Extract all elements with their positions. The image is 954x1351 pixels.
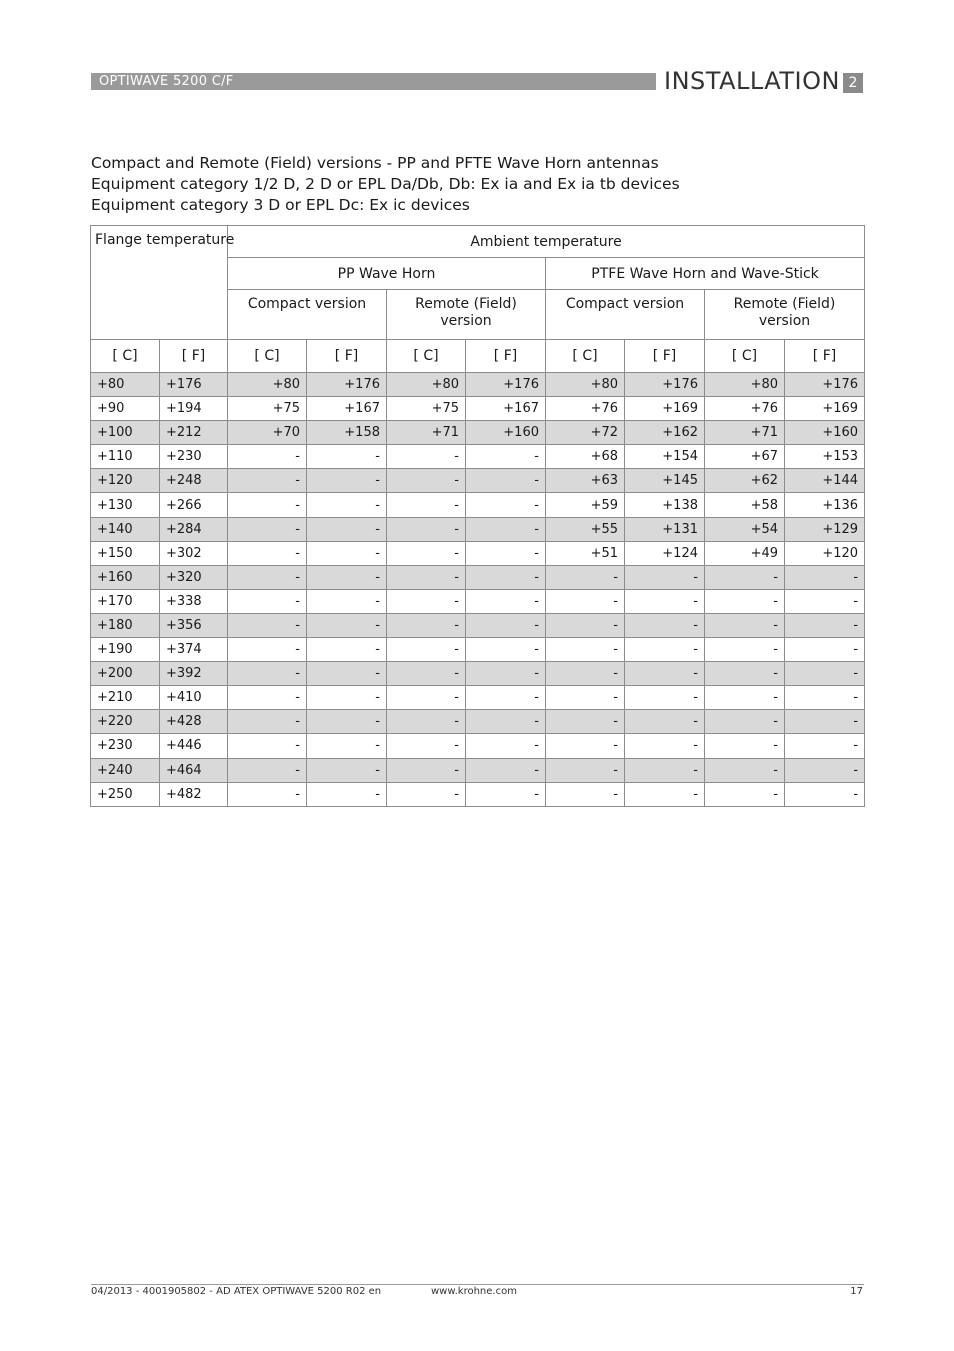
ambient-temp-cell: - <box>466 493 546 517</box>
ambient-temp-cell: - <box>546 686 625 710</box>
ambient-temp-cell: - <box>466 782 546 806</box>
ambient-temp-cell: - <box>625 662 705 686</box>
ambient-temp-cell: - <box>466 758 546 782</box>
footer-rule <box>91 1284 864 1285</box>
temperature-table <box>90 225 865 807</box>
flange-temp-cell: +140 <box>91 517 160 541</box>
ambient-temp-cell: +67 <box>705 445 785 469</box>
table-row <box>91 565 865 589</box>
ambient-temp-cell: +158 <box>307 421 387 445</box>
ambient-temp-cell: +160 <box>785 421 865 445</box>
unit-f-header: [ F] <box>307 340 387 373</box>
ambient-temp-cell: +80 <box>387 373 466 397</box>
ambient-temp-cell: +176 <box>466 373 546 397</box>
ambient-temp-cell: - <box>387 589 466 613</box>
ambient-temp-cell: - <box>546 589 625 613</box>
ambient-temp-cell: - <box>307 589 387 613</box>
flange-temp-cell: +212 <box>160 421 228 445</box>
ambient-temp-cell: - <box>625 686 705 710</box>
ambient-temp-cell: +49 <box>705 541 785 565</box>
flange-temp-cell: +446 <box>160 734 228 758</box>
ambient-temp-cell: +55 <box>546 517 625 541</box>
table-row <box>91 541 865 565</box>
ambient-temp-cell: +176 <box>785 373 865 397</box>
ambient-temp-cell: - <box>705 686 785 710</box>
ambient-temp-cell: +124 <box>625 541 705 565</box>
table-row <box>91 782 865 806</box>
ambient-temp-cell: - <box>307 662 387 686</box>
ambient-temp-cell: - <box>228 565 307 589</box>
flange-temp-cell: +200 <box>91 662 160 686</box>
ambient-temp-cell: +176 <box>625 373 705 397</box>
ambient-temp-cell: - <box>228 710 307 734</box>
ambient-temp-cell: - <box>387 613 466 637</box>
table-row <box>91 421 865 445</box>
ambient-temp-cell: - <box>228 686 307 710</box>
table-row <box>91 758 865 782</box>
flange-temp-cell: +130 <box>91 493 160 517</box>
ambient-temp-cell: +68 <box>546 445 625 469</box>
ambient-temp-cell: - <box>705 734 785 758</box>
ambient-temp-cell: - <box>546 782 625 806</box>
ambient-temp-cell: - <box>387 517 466 541</box>
ambient-temp-cell: - <box>307 686 387 710</box>
ambient-temp-cell: - <box>228 493 307 517</box>
ambient-temp-cell: - <box>466 734 546 758</box>
flange-temp-cell: +100 <box>91 421 160 445</box>
flange-temp-cell: +374 <box>160 638 228 662</box>
header-product-name: OPTIWAVE 5200 C/F <box>99 74 234 89</box>
ambient-temp-cell: +169 <box>625 397 705 421</box>
ambient-temp-cell: - <box>466 638 546 662</box>
footer-website-link[interactable]: www.krohne.com <box>431 1286 517 1297</box>
ambient-temp-cell: +58 <box>705 493 785 517</box>
ambient-temp-cell: +131 <box>625 517 705 541</box>
ambient-temp-cell: +63 <box>546 469 625 493</box>
table-body <box>91 373 865 807</box>
ambient-temp-cell: - <box>307 445 387 469</box>
ambient-temp-cell: - <box>466 469 546 493</box>
flange-temp-cell: +176 <box>160 373 228 397</box>
table-row <box>91 613 865 637</box>
ambient-temp-cell: - <box>228 638 307 662</box>
ambient-temp-cell: +80 <box>546 373 625 397</box>
ambient-temp-cell: +129 <box>785 517 865 541</box>
ambient-temp-cell: - <box>785 565 865 589</box>
unit-f-header: [ F] <box>160 340 228 373</box>
ambient-temp-cell: - <box>625 638 705 662</box>
ambient-temp-cell: - <box>546 565 625 589</box>
ambient-temp-cell: +59 <box>546 493 625 517</box>
ambient-temp-cell: - <box>228 662 307 686</box>
ambient-temp-cell: +71 <box>387 421 466 445</box>
header-section-title: INSTALLATION <box>664 67 840 95</box>
flange-temp-cell: +90 <box>91 397 160 421</box>
flange-temp-cell: +250 <box>91 782 160 806</box>
caption-line-2: Equipment category 1/2 D, 2 D or EPL Da/Db, Db: Ex ia and Ex ia tb devices <box>91 175 680 193</box>
table-row <box>91 662 865 686</box>
table-row <box>91 493 865 517</box>
flange-temp-cell: +170 <box>91 589 160 613</box>
ambient-temp-cell: - <box>307 758 387 782</box>
table-caption <box>91 153 680 216</box>
flange-temp-cell: +160 <box>91 565 160 589</box>
ambient-temp-cell: - <box>466 541 546 565</box>
ambient-temp-cell: - <box>546 758 625 782</box>
flange-temp-cell: +150 <box>91 541 160 565</box>
ambient-temp-cell: +76 <box>546 397 625 421</box>
ambient-temp-cell: - <box>785 613 865 637</box>
ambient-temp-cell: - <box>625 758 705 782</box>
ambient-temp-cell: - <box>785 638 865 662</box>
flange-temp-cell: +428 <box>160 710 228 734</box>
ambient-temp-cell: - <box>625 734 705 758</box>
ambient-temp-cell: +70 <box>228 421 307 445</box>
table-row <box>91 734 865 758</box>
caption-line-3: Equipment category 3 D or EPL Dc: Ex ic devices <box>91 196 470 214</box>
ambient-temp-cell: - <box>307 782 387 806</box>
ambient-temp-cell: - <box>625 613 705 637</box>
flange-temp-cell: +230 <box>91 734 160 758</box>
ambient-temp-cell: - <box>705 589 785 613</box>
ambient-temp-cell: - <box>387 782 466 806</box>
unit-c-header: [ C] <box>705 340 785 373</box>
page-number: 17 <box>850 1286 863 1297</box>
flange-temp-cell: +464 <box>160 758 228 782</box>
ambient-temp-cell: - <box>387 638 466 662</box>
ambient-temp-cell: - <box>625 782 705 806</box>
ambient-temp-cell: +51 <box>546 541 625 565</box>
unit-c-header: [ C] <box>546 340 625 373</box>
flange-temperature-header: Flange temperature <box>91 226 228 340</box>
unit-c-header: [ C] <box>387 340 466 373</box>
ambient-temp-cell: - <box>307 734 387 758</box>
caption-line-1: Compact and Remote (Field) versions - PP and PFTE Wave Horn antennas <box>91 154 659 172</box>
ambient-temp-cell: - <box>705 613 785 637</box>
ambient-temp-cell: - <box>705 565 785 589</box>
ambient-temp-cell: +176 <box>307 373 387 397</box>
table-row <box>91 397 865 421</box>
ambient-temp-cell: - <box>466 445 546 469</box>
table-row <box>91 469 865 493</box>
ambient-temp-cell: - <box>387 565 466 589</box>
ambient-temp-cell: - <box>387 493 466 517</box>
ambient-temp-cell: - <box>228 517 307 541</box>
ambient-temp-cell: - <box>387 734 466 758</box>
ambient-temp-cell: - <box>546 734 625 758</box>
ambient-temp-cell: +75 <box>387 397 466 421</box>
unit-f-header: [ F] <box>466 340 546 373</box>
ambient-temp-cell: +75 <box>228 397 307 421</box>
ambient-temp-cell: - <box>785 758 865 782</box>
ambient-temp-cell: +80 <box>228 373 307 397</box>
ambient-temp-cell: - <box>387 710 466 734</box>
ambient-temp-cell: - <box>307 613 387 637</box>
ambient-temp-cell: - <box>228 445 307 469</box>
flange-temp-cell: +110 <box>91 445 160 469</box>
ambient-temp-cell: - <box>387 662 466 686</box>
ambient-temp-cell: - <box>228 469 307 493</box>
ambient-temp-cell: - <box>307 565 387 589</box>
ambient-temp-cell: - <box>785 782 865 806</box>
flange-temp-cell: +220 <box>91 710 160 734</box>
ambient-temp-cell: - <box>705 710 785 734</box>
ambient-temperature-header: Ambient temperature <box>228 226 865 258</box>
ambient-temp-cell: +54 <box>705 517 785 541</box>
ambient-temp-cell: +160 <box>466 421 546 445</box>
ptfe-remote-header: Remote (Field) version <box>705 290 865 340</box>
ambient-temp-cell: - <box>387 686 466 710</box>
unit-c-header: [ C] <box>228 340 307 373</box>
ambient-temp-cell: +138 <box>625 493 705 517</box>
ambient-temp-cell: - <box>625 589 705 613</box>
ambient-temp-cell: - <box>705 758 785 782</box>
ambient-temp-cell: - <box>705 638 785 662</box>
table-row <box>91 638 865 662</box>
flange-temp-cell: +356 <box>160 613 228 637</box>
ambient-temp-cell: - <box>466 710 546 734</box>
unit-f-header: [ F] <box>625 340 705 373</box>
flange-temp-cell: +302 <box>160 541 228 565</box>
ambient-temp-cell: - <box>785 589 865 613</box>
flange-temp-cell: +248 <box>160 469 228 493</box>
chapter-badge: 2 <box>843 73 863 93</box>
pp-wave-horn-header: PP Wave Horn <box>228 258 546 290</box>
ambient-temp-cell: - <box>387 469 466 493</box>
ptfe-wave-horn-header: PTFE Wave Horn and Wave-Stick <box>546 258 865 290</box>
ambient-temp-cell: +71 <box>705 421 785 445</box>
ambient-temp-cell: +120 <box>785 541 865 565</box>
flange-temp-cell: +410 <box>160 686 228 710</box>
ambient-temp-cell: - <box>785 686 865 710</box>
ambient-temp-cell: - <box>387 541 466 565</box>
ambient-temp-cell: - <box>705 662 785 686</box>
unit-f-header: [ F] <box>785 340 865 373</box>
ambient-temp-cell: - <box>307 710 387 734</box>
flange-temp-cell: +194 <box>160 397 228 421</box>
flange-temp-cell: +210 <box>91 686 160 710</box>
ambient-temp-cell: - <box>228 782 307 806</box>
flange-temp-cell: +320 <box>160 565 228 589</box>
flange-temp-cell: +266 <box>160 493 228 517</box>
ambient-temp-cell: - <box>546 662 625 686</box>
flange-temp-cell: +80 <box>91 373 160 397</box>
flange-temp-cell: +230 <box>160 445 228 469</box>
ambient-temp-cell: +162 <box>625 421 705 445</box>
ambient-temp-cell: +144 <box>785 469 865 493</box>
flange-temp-cell: +190 <box>91 638 160 662</box>
ambient-temp-cell: - <box>307 469 387 493</box>
flange-temp-cell: +482 <box>160 782 228 806</box>
table-row <box>91 686 865 710</box>
ambient-temp-cell: - <box>466 686 546 710</box>
pp-remote-header: Remote (Field) version <box>387 290 546 340</box>
ambient-temp-cell: - <box>625 565 705 589</box>
pp-compact-header: Compact version <box>228 290 387 340</box>
table-row <box>91 373 865 397</box>
table-row <box>91 517 865 541</box>
ambient-temp-cell: - <box>228 613 307 637</box>
flange-temp-cell: +240 <box>91 758 160 782</box>
ambient-temp-cell: - <box>228 734 307 758</box>
ambient-temp-cell: +167 <box>466 397 546 421</box>
ambient-temp-cell: - <box>466 517 546 541</box>
ambient-temp-cell: - <box>546 613 625 637</box>
ambient-temp-cell: +145 <box>625 469 705 493</box>
ambient-temp-cell: - <box>625 710 705 734</box>
ambient-temp-cell: +80 <box>705 373 785 397</box>
ambient-temp-cell: - <box>387 758 466 782</box>
ambient-temp-cell: - <box>466 662 546 686</box>
ambient-temp-cell: - <box>546 638 625 662</box>
ambient-temp-cell: - <box>546 710 625 734</box>
ambient-temp-cell: - <box>228 541 307 565</box>
ptfe-compact-header: Compact version <box>546 290 705 340</box>
flange-temp-cell: +120 <box>91 469 160 493</box>
ambient-temp-cell: - <box>307 541 387 565</box>
ambient-temp-cell: - <box>705 782 785 806</box>
table-row <box>91 589 865 613</box>
ambient-temp-cell: - <box>228 589 307 613</box>
flange-temp-cell: +392 <box>160 662 228 686</box>
ambient-temp-cell: +153 <box>785 445 865 469</box>
ambient-temp-cell: +136 <box>785 493 865 517</box>
flange-temp-cell: +284 <box>160 517 228 541</box>
ambient-temp-cell: - <box>307 517 387 541</box>
ambient-temp-cell: +72 <box>546 421 625 445</box>
ambient-temp-cell: - <box>387 445 466 469</box>
ambient-temp-cell: +154 <box>625 445 705 469</box>
ambient-temp-cell: - <box>307 493 387 517</box>
ambient-temp-cell: +62 <box>705 469 785 493</box>
unit-c-header: [ C] <box>91 340 160 373</box>
ambient-temp-cell: - <box>228 758 307 782</box>
ambient-temp-cell: +169 <box>785 397 865 421</box>
ambient-temp-cell: +167 <box>307 397 387 421</box>
ambient-temp-cell: +76 <box>705 397 785 421</box>
flange-temp-cell: +338 <box>160 589 228 613</box>
ambient-temp-cell: - <box>785 710 865 734</box>
table-row <box>91 445 865 469</box>
ambient-temp-cell: - <box>307 638 387 662</box>
ambient-temp-cell: - <box>466 565 546 589</box>
footer-document-reference: 04/2013 - 4001905802 - AD ATEX OPTIWAVE 5200 R02 en <box>91 1286 382 1297</box>
ambient-temp-cell: - <box>785 734 865 758</box>
ambient-temp-cell: - <box>785 662 865 686</box>
ambient-temp-cell: - <box>466 613 546 637</box>
table-row <box>91 710 865 734</box>
ambient-temp-cell: - <box>466 589 546 613</box>
flange-temp-cell: +180 <box>91 613 160 637</box>
